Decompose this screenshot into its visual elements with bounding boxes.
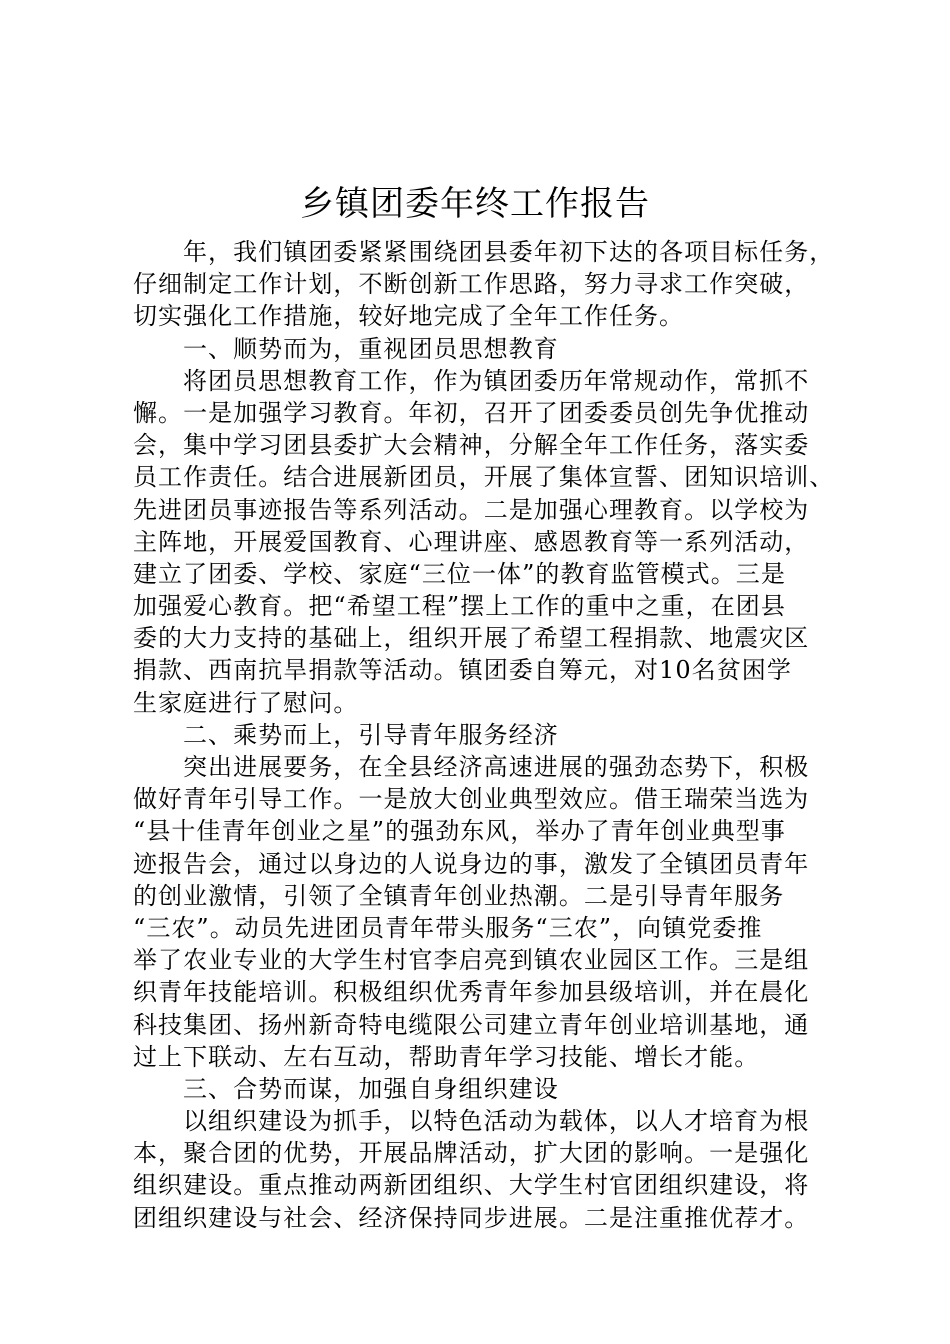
text-line: 捐款、西南抗旱捐款等活动。镇团委自筹元，对10名贫困学 [133,656,792,685]
text-line: 加强爱心教育。把“希望工程”摆上工作的重中之重，在团县 [133,592,786,621]
text-line: 建立了团委、学校、家庭“三位一体”的教育监管模式。三是 [133,559,786,588]
document-body [133,236,835,1234]
text-line: 员工作责任。结合进展新团员，开展了集体宣誓、团知识培训、 [133,463,835,492]
text-line: 组织建设。重点推动两新团组织、大学生村官团组织建设，将 [133,1171,810,1200]
text-line: “三农”。动员先进团员青年带头服务“三农”，向镇党委推 [133,913,763,942]
text-line: 年，我们镇团委紧紧围绕团县委年初下达的各项目标任务， [183,238,835,266]
document-title: 乡镇团委年终工作报告 [300,184,650,224]
text-line: 织青年技能培训。积极组织优秀青年参加县级培训，并在晨化 [133,978,810,1007]
text-line: 切实强化工作措施，较好地完成了全年工作任务。 [133,302,685,331]
text-line: 本，聚合团的优势，开展品牌活动，扩大团的影响。一是强化 [133,1139,810,1168]
text-line: 三、合势而谋，加强自身组织建设 [183,1074,559,1103]
text-line: 的创业激情，引领了全镇青年创业热潮。二是引导青年服务 [133,881,785,910]
text-line: 过上下联动、左右互动，帮助青年学习技能、增长才能。 [133,1042,760,1071]
text-line: 仔细制定工作计划，不断创新工作思路，努力寻求工作突破， [133,270,810,299]
text-line: “县十佳青年创业之星”的强劲东风，举办了青年创业典型事 [133,817,786,846]
text-line: 突出进展要务，在全县经济高速进展的强劲态势下，积极 [183,753,810,781]
text-line: 举了农业专业的大学生村官李启亮到镇农业园区工作。三是组 [133,946,810,975]
text-line: 会，集中学习团县委扩大会精神，分解全年工作任务，落实委 [133,431,810,460]
text-line: 先进团员事迹报告等系列活动。二是加强心理教育。以学校为 [133,495,810,524]
text-line: 生家庭进行了慰问。 [133,688,359,717]
text-line: 团组织建设与社会、经济保持同步进展。二是注重推优荐才。 [133,1203,810,1232]
text-line: 以组织建设为抓手，以特色活动为载体，以人才培育为根 [183,1107,810,1136]
text-line: 迹报告会，通过以身边的人说身边的事，激发了全镇团员青年 [133,849,810,878]
text-line: 懈。一是加强学习教育。年初，召开了团委委员创先争优推动 [133,398,810,427]
text-line: 做好青年引导工作。一是放大创业典型效应。借王瑞荣当选为 [133,785,810,814]
text-line: 委的大力支持的基础上，组织开展了希望工程捐款、地震灾区 [133,624,810,653]
text-line: 将团员思想教育工作，作为镇团委历年常规动作，常抓不 [183,366,810,395]
text-line: 科技集团、扬州新奇特电缆限公司建立青年创业培训基地，通 [133,1010,810,1039]
text-line: 一、顺势而为，重视团员思想教育 [183,334,559,363]
text-line: 二、乘势而上，引导青年服务经济 [183,720,559,749]
text-line: 主阵地，开展爱国教育、心理讲座、感恩教育等一系列活动， [133,527,810,556]
